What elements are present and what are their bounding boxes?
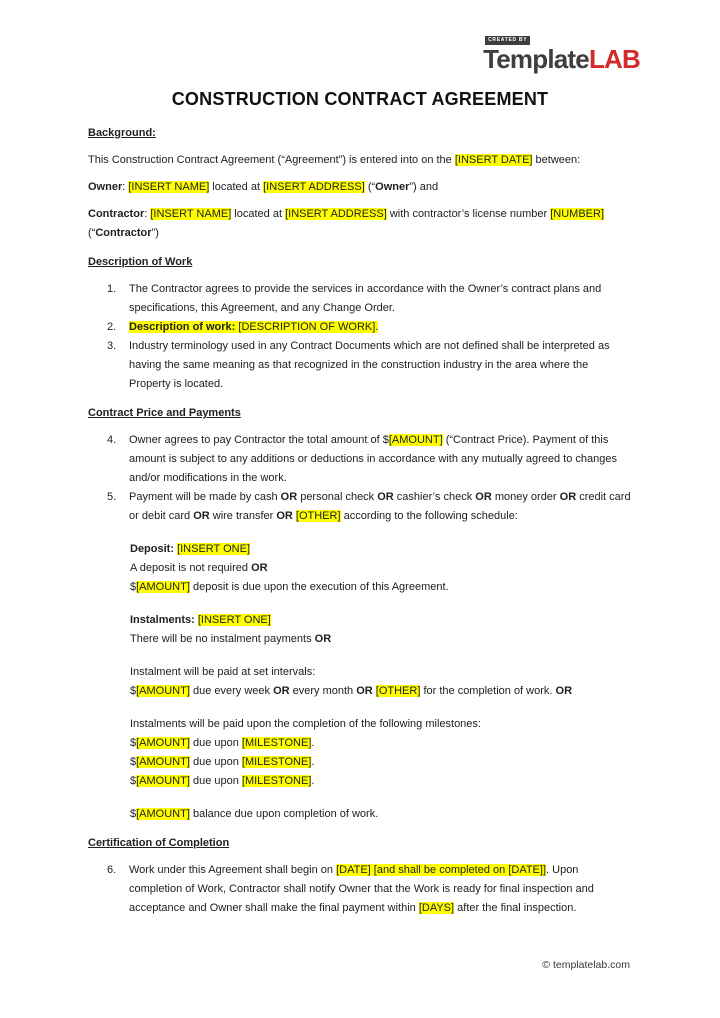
text-segment: $	[130, 737, 137, 749]
paragraph	[88, 205, 632, 243]
list-item-text	[129, 337, 632, 394]
text-segment: OR	[251, 562, 268, 574]
text-segment: OR	[559, 491, 577, 503]
created-by-badge: CREATED BY	[485, 36, 530, 45]
text-segment: Certification of Completion	[88, 837, 230, 849]
schedule-paragraph	[130, 611, 632, 630]
text-segment: Work under this Agreement shall begin on	[129, 864, 337, 876]
section-heading	[88, 404, 632, 423]
text-segment: personal check	[297, 491, 378, 503]
placeholder-field: [NUMBER]	[550, 208, 604, 220]
list-item-text	[129, 488, 632, 526]
placeholder-field: [AMOUNT]	[388, 434, 443, 446]
text-segment: .	[311, 775, 315, 787]
schedule-paragraph	[130, 663, 632, 682]
text-segment: OR	[356, 685, 373, 697]
placeholder-field: [INSERT NAME]	[128, 181, 210, 193]
text-segment: Industry terminology used in any Contract Documents which are not defined shall be interpreted as having the same meaning as that recognized in the construction industry in the area where the Property is located.	[129, 340, 610, 390]
schedule-paragraph	[130, 805, 632, 824]
text-segment: $	[130, 775, 137, 787]
text-segment: after the final inspection.	[454, 902, 577, 914]
schedule-paragraph	[130, 559, 632, 578]
text-segment: for the completion of work.	[420, 685, 556, 697]
text-segment: A deposit is not required	[130, 562, 252, 574]
placeholder-field: [AMOUNT]	[136, 756, 190, 768]
placeholder-field: [INSERT ADDRESS]	[285, 208, 387, 220]
text-segment: (“Contract Price). Payment of this amount is subject to any additions or deductions in accordance with any mutually agreed to changes and/or modifications in the work.	[129, 434, 617, 484]
schedule-paragraph	[130, 772, 632, 791]
numbered-item	[88, 337, 632, 394]
placeholder-field: [DATE] [and shall be completed on [DATE]]	[336, 864, 547, 876]
text-segment: OR	[193, 510, 210, 522]
placeholder-field: [INSERT ONE]	[177, 543, 251, 555]
logo-brand	[483, 46, 640, 73]
placeholder-field: [AMOUNT]	[136, 737, 190, 749]
list-item-number: 3.	[107, 340, 117, 352]
text-segment: Contractor	[88, 208, 145, 220]
placeholder-field: [INSERT ONE]	[197, 614, 271, 626]
text-segment: .	[311, 756, 315, 768]
list-item-text	[129, 318, 632, 337]
text-segment: There will be no instalment payments	[130, 633, 315, 645]
text-segment: $	[130, 581, 137, 593]
placeholder-field: [DESCRIPTION OF WORK].	[235, 321, 379, 333]
text-segment: due upon	[189, 775, 242, 787]
placeholder-field: [INSERT DATE]	[454, 154, 533, 166]
text-segment: with contractor’s license number	[386, 208, 551, 220]
placeholder-field: [OTHER]	[295, 510, 341, 522]
text-segment: Background:	[88, 127, 156, 139]
schedule-paragraph	[130, 578, 632, 597]
list-item-number: 4.	[107, 434, 117, 446]
text-segment: Payment will be made by cash	[129, 491, 281, 503]
text-segment: :	[144, 208, 151, 220]
logo-brand-accent: LAB	[588, 44, 640, 74]
text-segment: OR	[377, 491, 394, 503]
text-segment: . Upon completion of Work, Contractor shall notify Owner that the Work is ready for final inspection and acceptance and Owner shall make the final payment within	[129, 864, 594, 914]
text-segment: located at	[231, 208, 286, 220]
text-segment: $	[130, 756, 137, 768]
text-segment: between:	[532, 154, 581, 166]
schedule-paragraph	[130, 540, 632, 559]
placeholder-field: [AMOUNT]	[136, 685, 190, 697]
text-segment: located at	[209, 181, 264, 193]
text-segment: Contractor	[95, 227, 152, 239]
text-segment: due every week	[189, 685, 274, 697]
text-segment: Instalments:	[130, 614, 198, 626]
numbered-item	[88, 861, 632, 918]
placeholder-field: [INSERT NAME]	[150, 208, 232, 220]
numbered-item	[88, 488, 632, 526]
schedule-paragraph	[130, 682, 632, 701]
text-segment: :	[122, 181, 129, 193]
text-segment: OR	[280, 491, 298, 503]
placeholder-field: [MILESTONE]	[241, 775, 312, 787]
text-segment: $	[130, 685, 137, 697]
text-segment: every month	[289, 685, 357, 697]
list-item-number: 2.	[107, 321, 117, 333]
placeholder-field: Description of work:	[129, 321, 236, 333]
text-segment: balance due upon completion of work.	[189, 808, 379, 820]
text-segment: .	[311, 737, 315, 749]
section-heading	[88, 124, 632, 143]
text-segment: wire transfer	[209, 510, 277, 522]
placeholder-field: [MILESTONE]	[241, 737, 312, 749]
text-segment: Instalment will be paid at set intervals:	[130, 666, 316, 678]
text-segment: credit card or debit card	[129, 491, 631, 522]
text-segment: money order	[491, 491, 560, 503]
text-segment: deposit is due upon the execution of this Agreement.	[189, 581, 449, 593]
text-segment: OR	[314, 633, 332, 645]
text-segment: ”) and	[409, 181, 439, 193]
list-item-number: 1.	[107, 283, 117, 295]
numbered-item	[88, 318, 632, 337]
list-item-text	[129, 431, 632, 488]
page-title: CONSTRUCTION CONTRACT AGREEMENT	[171, 89, 549, 109]
list-item-text	[129, 861, 632, 918]
text-segment: (“	[88, 227, 96, 239]
text-segment: Contract Price and Payments	[88, 407, 241, 419]
document-body	[88, 124, 632, 918]
placeholder-field: [MILESTONE]	[241, 756, 312, 768]
text-segment: cashier’s check	[393, 491, 476, 503]
placeholder-field: [AMOUNT]	[136, 581, 190, 593]
numbered-item	[88, 431, 632, 488]
text-segment: OR	[273, 685, 290, 697]
footer-copyright: © templatelab.com	[542, 959, 630, 971]
text-segment: OR	[475, 491, 492, 503]
text-segment: due upon	[189, 737, 242, 749]
placeholder-field: [DAYS]	[418, 902, 455, 914]
templatelab-logo	[483, 36, 640, 73]
list-item-number: 5.	[107, 491, 117, 503]
paragraph	[88, 151, 632, 170]
list-item-text	[129, 280, 632, 318]
schedule-paragraph	[130, 734, 632, 753]
section-heading	[88, 253, 632, 272]
placeholder-field: [INSERT ADDRESS]	[263, 181, 365, 193]
schedule-paragraph	[130, 715, 632, 734]
text-segment: ”)	[151, 227, 159, 239]
text-segment: Owner agrees to pay Contractor the total amount of $	[129, 434, 389, 446]
text-segment: Description of Work	[88, 256, 193, 268]
list-item-number: 6.	[107, 864, 117, 876]
text-segment: Owner	[88, 181, 123, 193]
text-segment: $	[130, 808, 137, 820]
placeholder-field: [OTHER]	[375, 685, 421, 697]
text-segment: Owner	[375, 181, 410, 193]
text-segment: OR	[276, 510, 293, 522]
text-segment: according to the following schedule:	[340, 510, 518, 522]
text-segment: The Contractor agrees to provide the services in accordance with the Owner’s contract plans and specifications, this Agreement, and any Change Order.	[129, 283, 602, 314]
schedule-paragraph	[130, 630, 632, 649]
text-segment: (“	[364, 181, 376, 193]
schedule-paragraph	[130, 753, 632, 772]
text-segment: This Construction Contract Agreement (“Agreement”) is entered into on the	[88, 154, 455, 166]
paragraph	[88, 178, 632, 197]
placeholder-field: [AMOUNT]	[136, 775, 190, 787]
text-segment: due upon	[189, 756, 242, 768]
numbered-item	[88, 280, 632, 318]
text-segment: Deposit:	[130, 543, 178, 555]
placeholder-field: [AMOUNT]	[136, 808, 190, 820]
text-segment: Instalments will be paid upon the completion of the following milestones:	[130, 718, 481, 730]
section-heading	[88, 834, 632, 853]
logo-brand-primary: Template	[483, 44, 589, 74]
text-segment: OR	[555, 685, 573, 697]
